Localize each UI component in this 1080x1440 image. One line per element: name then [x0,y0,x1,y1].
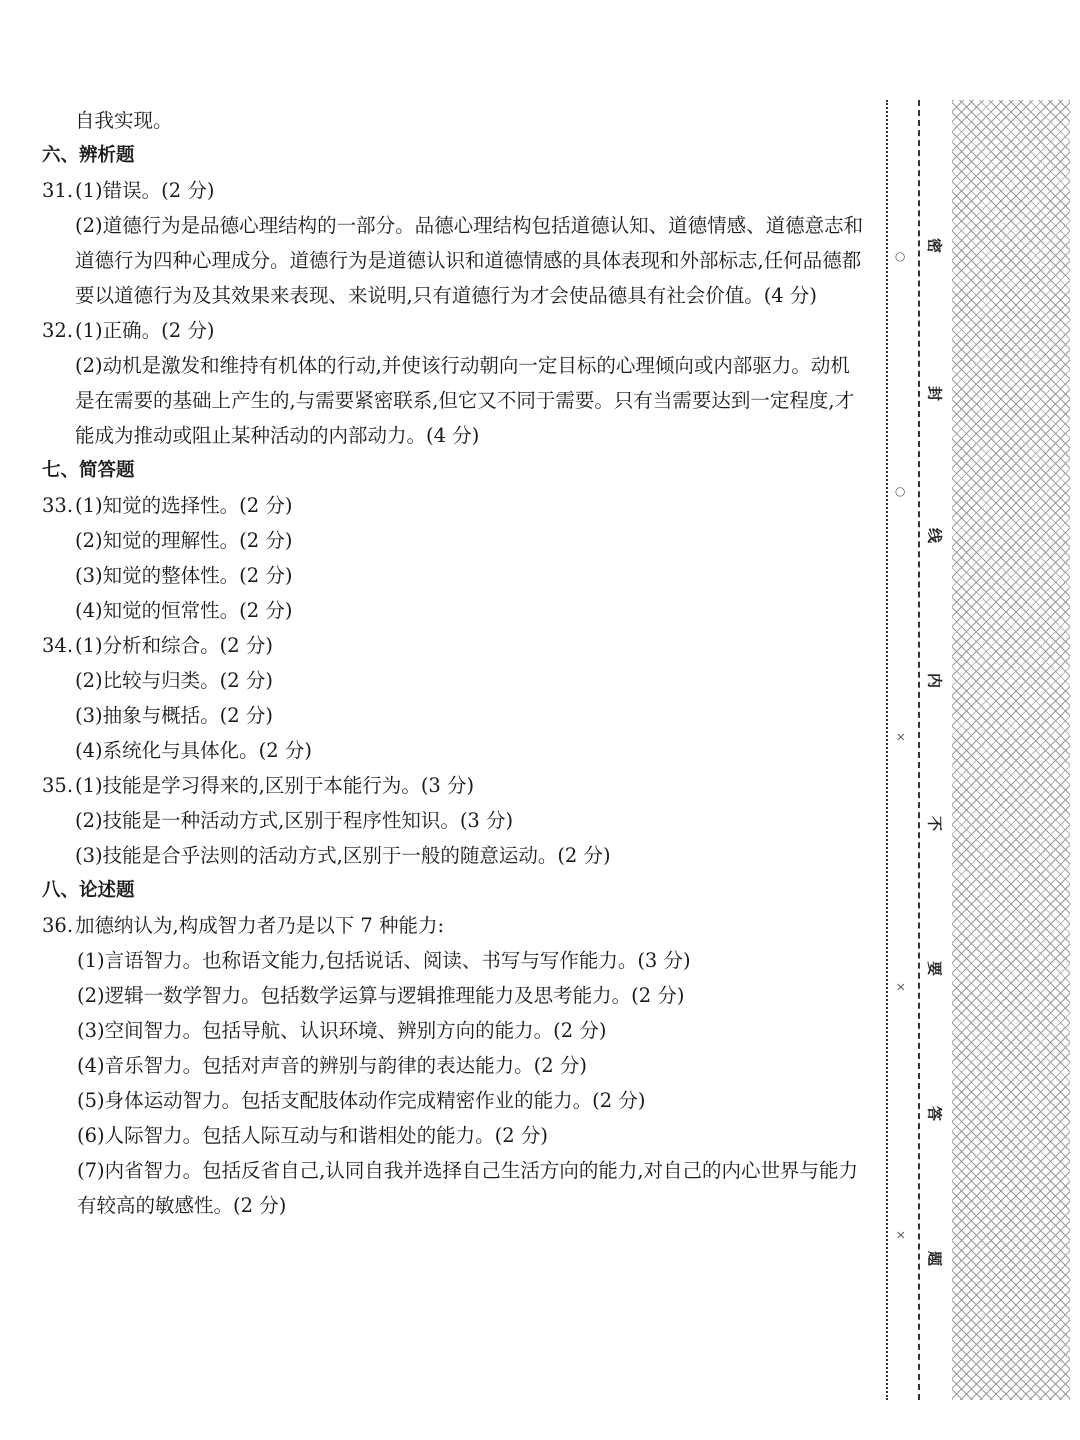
answer-line: (4)音乐智力。包括对声音的辨别与韵律的表达能力。(2 分) [77,1054,587,1077]
cut-mark: ○ [894,251,909,263]
answer-text: (1)技能是学习得来的,区别于本能行为。(3 分) [75,774,475,797]
answer-line: (2)知觉的理解性。(2 分) [75,529,293,552]
answer-line: (5)身体运动智力。包括支配肢体动作完成精密作业的能力。(2 分) [77,1089,646,1112]
answer-line: (3)技能是合乎法则的活动方式,区别于一般的随意运动。(2 分) [75,844,611,867]
seal-line-text [922,100,948,1400]
cut-line [886,100,888,1400]
cut-mark: ○ [894,486,909,498]
section-heading: 六、辨析题 [42,145,135,166]
question-item [42,628,868,663]
answer-line: (4)知觉的恒常性。(2 分) [75,599,293,622]
question-item [42,768,868,803]
answer-line: (3)空间智力。包括导航、认识环境、辨别方向的能力。(2 分) [77,1019,607,1042]
answer-line: 自我实现。 [75,109,173,132]
question-number: 34. [42,634,74,657]
question-item [42,313,868,348]
section-heading: 八、论述题 [42,880,135,901]
answer-line: (1)言语智力。也称语文能力,包括说话、阅读、书写与写作能力。(3 分) [77,949,691,972]
answer-line: (6)人际智力。包括人际互动与和谐相处的能力。(2 分) [77,1124,548,1147]
question-number: 36. [42,914,74,937]
seal-character: 线 [925,527,944,543]
answer-paragraph: (2)道德行为是品德心理结构的一部分。品德心理结构包括道德认知、道德情感、道德意志和道德行为四种心理成分。道德行为是道德认识和道德情感的具体表现和外部标志,任何品德都要以道德行为及其效果来表现、来说明,只有道德行为才会使品德具有社会价值。(4 分) [75,214,864,307]
question-item [42,173,868,208]
question-item [42,488,868,523]
question-item [42,908,868,943]
seal-character: 密 [925,237,944,253]
answer-line: (3)知觉的整体性。(2 分) [75,564,293,587]
security-pattern-strip [952,100,1070,1400]
cut-mark: × [894,1229,909,1241]
answer-text: (1)错误。(2 分) [75,179,215,202]
question-number: 33. [42,494,74,517]
answer-paragraph: (7)内省智力。包括反省自己,认同自我并选择自己生活方向的能力,对自己的内心世界与能力有较高的敏感性。(2 分) [77,1159,859,1217]
seal-character: 封 [925,385,944,401]
cut-marks [890,100,914,1400]
answer-text: (1)分析和综合。(2 分) [75,634,273,657]
answer-line: (2)技能是一种活动方式,区别于程序性知识。(3 分) [75,809,514,832]
answer-line: (3)抽象与概括。(2 分) [75,704,273,727]
answer-text: (1)正确。(2 分) [75,319,215,342]
answer-line: (2)逻辑一数学智力。包括数学运算与逻辑推理能力及思考能力。(2 分) [77,984,685,1007]
cut-mark: × [894,731,909,743]
cut-mark: × [894,981,909,993]
section-heading: 七、简答题 [42,460,135,481]
question-number: 32. [42,319,74,342]
question-number: 31. [42,179,74,202]
answer-text: 加德纳认为,构成智力者乃是以下 7 种能力: [75,914,445,937]
answer-paragraph: (2)动机是激发和维持有机体的行动,并使该行动朝向一定目标的心理倾向或内部驱力。动机是在需要的基础上产生的,与需要紧密联系,但它又不同于需要。只有当需要达到一定程度,才能成为推动或阻止某种活动的内部动力。(4 分) [75,354,855,447]
answer-text: (1)知觉的选择性。(2 分) [75,494,293,517]
question-number: 35. [42,774,74,797]
seal-line [918,100,920,1400]
seal-character: 不 [925,815,944,831]
seal-character: 要 [925,960,944,976]
answer-line: (2)比较与归类。(2 分) [75,669,273,692]
seal-character: 题 [925,1250,944,1266]
answer-content [42,103,868,1223]
seal-character: 内 [925,672,944,688]
seal-character: 答 [925,1105,944,1121]
answer-line: (4)系统化与具体化。(2 分) [75,739,312,762]
